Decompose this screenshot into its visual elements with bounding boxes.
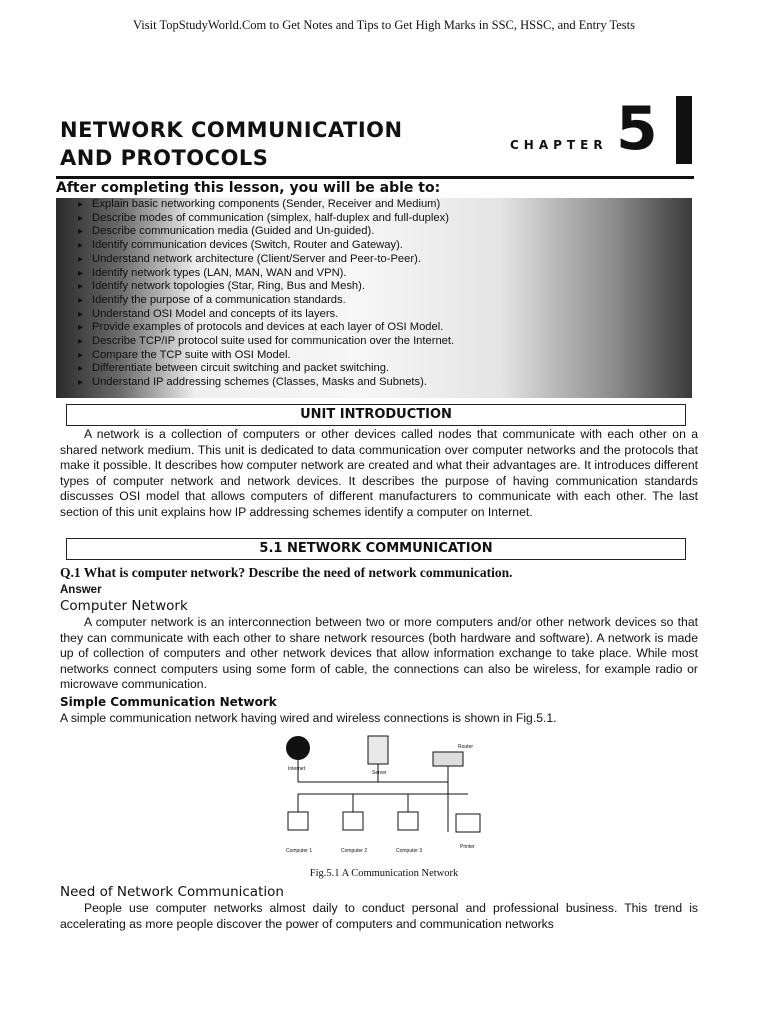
need-text: People use computer networks almost daily to conduct personal and professional business. This trend is accelerating as more people discover the power of computers and communication networks xyxy=(60,901,698,931)
title-rule xyxy=(56,176,694,179)
objective-item: ▸ Provide examples of protocols and devices at each layer of OSI Model. xyxy=(92,321,692,335)
computer-3-icon xyxy=(398,812,418,830)
need-paragraph xyxy=(60,901,698,932)
printer-icon xyxy=(456,814,480,832)
label-server: Server xyxy=(372,770,387,776)
unit-intro-paragraph xyxy=(60,427,698,521)
objective-item: ▸ Understand network architecture (Client/Server and Peer-to-Peer). xyxy=(92,253,692,267)
chapter-number: 5 xyxy=(616,94,658,164)
label-printer: Printer xyxy=(460,844,475,850)
chapter-bar xyxy=(676,96,692,164)
objective-item: ▸ Compare the TCP suite with OSI Model. xyxy=(92,349,692,363)
figure-caption: Fig.5.1 A Communication Network xyxy=(309,868,459,879)
objectives-box xyxy=(56,198,692,398)
objective-item: ▸ Identify communication devices (Switch, Router and Gateway). xyxy=(92,239,692,253)
objective-item: ▸ Identify the purpose of a communication standards. xyxy=(92,294,692,308)
objective-item: ▸ Describe TCP/IP protocol suite used for communication over the Internet. xyxy=(92,335,692,349)
label-internet: Internet xyxy=(288,766,305,772)
chapter-title-line1: NETWORK COMMUNICATION xyxy=(60,118,403,142)
chapter-title xyxy=(60,116,403,172)
objective-item: ▸ Differentiate between circuit switching and packet switching. xyxy=(92,362,692,376)
objective-item: ▸ Explain basic networking components (Sender, Receiver and Medium) xyxy=(92,198,692,212)
router-icon xyxy=(433,752,463,766)
simple-network-heading: Simple Communication Network xyxy=(60,695,277,709)
objective-item: ▸ Describe communication media (Guided and Un-guided). xyxy=(92,225,692,239)
objectives-heading: After completing this lesson, you will be able to: xyxy=(56,180,441,196)
objective-item: ▸ Identify network topologies (Star, Ring, Bus and Mesh). xyxy=(92,280,692,294)
simple-network-text: A simple communication network having wired and wireless connections is shown in Fig.5.1. xyxy=(60,711,557,725)
label-router: Router xyxy=(458,744,474,750)
objective-item: ▸ Understand IP addressing schemes (Classes, Masks and Subnets). xyxy=(92,376,692,390)
computer-network-text: A computer network is an interconnection between two or more computers and/or other network devices so that they can communicate with each other to share network resources (both hardware and software). A network is made up of collection of computers and other network devices that allow information exchange to take place. While most networks connect computers using some form of cable, the connections can also be wireless, for example radio or microwave communication. xyxy=(60,615,698,692)
question: Q.1 What is computer network? Describe the need of network communication. xyxy=(60,565,513,580)
network-diagram xyxy=(268,732,498,862)
top-banner: Visit TopStudyWorld.Com to Get Notes and Tips to Get High Marks in SSC, HSSC, and Entry Tests xyxy=(133,18,635,32)
computer-2-icon xyxy=(343,812,363,830)
computer-1-icon xyxy=(288,812,308,830)
objective-item: ▸ Describe modes of communication (simplex, half-duplex and full-duplex) xyxy=(92,212,692,226)
objective-item: ▸ Identify network types (LAN, MAN, WAN and VPN). xyxy=(92,267,692,281)
label-computer-1: Computer 1 xyxy=(286,848,313,854)
objective-item: ▸ Understand OSI Model and concepts of its layers. xyxy=(92,308,692,322)
need-heading: Need of Network Communication xyxy=(60,884,284,900)
objectives-list xyxy=(56,198,692,390)
unit-intro-heading: UNIT INTRODUCTION xyxy=(66,404,686,426)
server-icon xyxy=(368,736,388,764)
computer-network-paragraph xyxy=(60,615,698,693)
label-computer-2: Computer 2 xyxy=(341,848,368,854)
computer-network-heading: Computer Network xyxy=(60,598,188,614)
chapter-title-line2: AND PROTOCOLS xyxy=(60,146,269,170)
label-computer-3: Computer 3 xyxy=(396,848,423,854)
chapter-label: CHAPTER xyxy=(510,138,608,152)
unit-intro-text: A network is a collection of computers or other devices called nodes that communicate with each other on a shared network medium. This unit is dedicated to data communication over computer networks and the protocols that make it possible. It describes how computer network are created and what their advantages are. It introduces different types of computer network and network devices. It describes the purpose of having communication standards discusses OSI model that allows computers of different manufacturers to communicate with each other. The last section of this unit explains how IP addressing schemes identify a computer on Internet. xyxy=(60,427,698,519)
section-heading: 5.1 NETWORK COMMUNICATION xyxy=(66,538,686,560)
internet-globe-icon xyxy=(286,736,310,760)
answer-label: Answer xyxy=(60,584,102,596)
